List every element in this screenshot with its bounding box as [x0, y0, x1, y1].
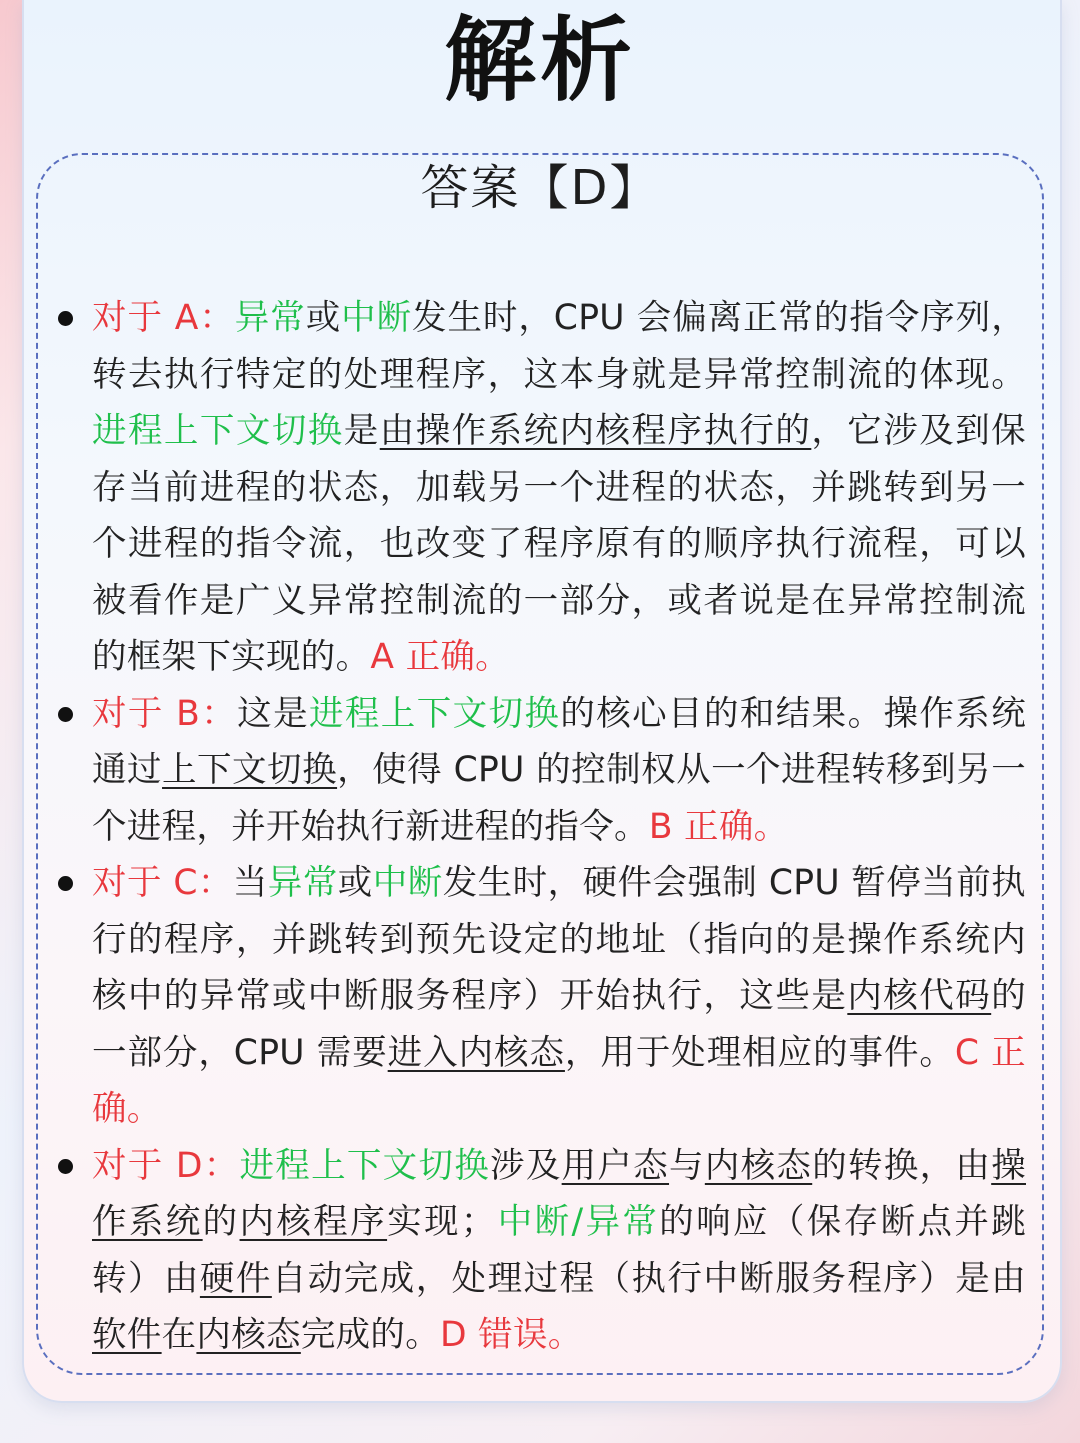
text-segment: ，用于处理相应的事件。: [564, 1032, 955, 1073]
highlight-red: D 错误。: [440, 1315, 583, 1355]
underlined-text: 软件: [92, 1315, 162, 1355]
bullet-icon: [58, 707, 73, 722]
underlined-text: 内核程序: [239, 1202, 388, 1242]
highlight-red: A 正确。: [370, 637, 510, 677]
text-segment: 这是: [237, 693, 309, 734]
underlined-text: 进入内核态: [387, 1032, 565, 1073]
text-segment: 完成的。: [300, 1315, 441, 1355]
page-title: 解析: [443, 7, 636, 114]
text-segment: 或: [337, 863, 373, 903]
text-segment: ，它涉及到保存当前进程的状态，加载另一个进程的状态，并跳转到另一个进程的指令流，也改变了程序原有的顺序执行流程，可以被看作是广义异常控制流的一部分，或者说是在异常控制流的框架下实现的。: [92, 411, 1026, 677]
highlight-green: 异常: [267, 863, 338, 903]
text-segment: 是: [343, 411, 380, 451]
highlight-red: C 正确。: [92, 1032, 1026, 1129]
text-segment: 涉及: [490, 1145, 562, 1186]
highlight-green: 中断: [372, 863, 443, 903]
bullet-icon: [58, 311, 73, 326]
highlight-green: 进程上下文切换: [308, 693, 561, 734]
highlight-green: 进程上下文切换: [239, 1145, 491, 1186]
bullet-icon: [58, 1159, 73, 1174]
text-segment: 的一部分，CPU 需要: [92, 976, 1026, 1073]
highlight-green: 异常: [234, 298, 306, 338]
text-segment: 当: [232, 863, 268, 903]
text-segment: 的核心目的和结果。操作系统通过: [92, 693, 1026, 790]
highlight-red: 对于 C：: [92, 863, 233, 903]
underlined-text: 由操作系统内核程序执行的: [379, 411, 812, 451]
text-segment: 实现；: [387, 1202, 496, 1242]
highlight-red: B 正确。: [648, 806, 789, 847]
highlight-red: 对于 D：: [92, 1145, 240, 1186]
underlined-text: 内核代码: [847, 976, 992, 1016]
highlight-green: 中断/异常: [495, 1202, 660, 1242]
highlight-red: 对于 A：: [92, 298, 235, 338]
text-segment: ，使得 CPU 的控制权从一个进程转移到另一个进程，并开始执行新进程的指令。: [92, 750, 1027, 847]
list-item: [92, 290, 1026, 686]
underlined-text: 硬件: [199, 1258, 272, 1299]
text-segment: 发生时，CPU 会偏离正常的指令序列，转去执行特定的处理程序，这本身就是异常控制流的体现。: [92, 298, 1026, 395]
text-segment: 与: [669, 1145, 705, 1186]
underlined-text: 内核态: [196, 1315, 301, 1355]
text-segment: 的响应（保存断点并跳转）由: [92, 1202, 1027, 1299]
text-segment: 的转换，由: [812, 1145, 992, 1186]
list-item: [92, 1138, 1026, 1364]
text-segment: 的: [202, 1202, 240, 1242]
underlined-text: 操作系统: [92, 1145, 1026, 1242]
list-item: [92, 855, 1026, 1138]
text-segment: 自动完成，处理过程（执行中断服务程序）是由: [271, 1258, 1026, 1299]
bullet-icon: [58, 876, 73, 891]
highlight-red: 对于 B：: [92, 693, 238, 734]
text-segment: 或: [305, 298, 342, 338]
text-segment: 发生时，硬件会强制 CPU 暂停当前执行的程序，并跳转到预先设定的地址（指向的是操作系统内核中的异常或中断服务程序）开始执行，这些是: [92, 863, 1026, 1016]
explanation-list: [92, 290, 1026, 1364]
text-segment: 在: [161, 1315, 197, 1355]
highlight-green: 进程上下文切换: [92, 411, 344, 451]
highlight-green: 中断: [341, 298, 413, 338]
underlined-text: 内核态: [704, 1145, 813, 1186]
list-item: [92, 686, 1026, 856]
answer-heading: 答案【D】: [420, 160, 660, 216]
underlined-text: 上下文切换: [162, 750, 338, 790]
underlined-text: 用户态: [561, 1145, 670, 1186]
